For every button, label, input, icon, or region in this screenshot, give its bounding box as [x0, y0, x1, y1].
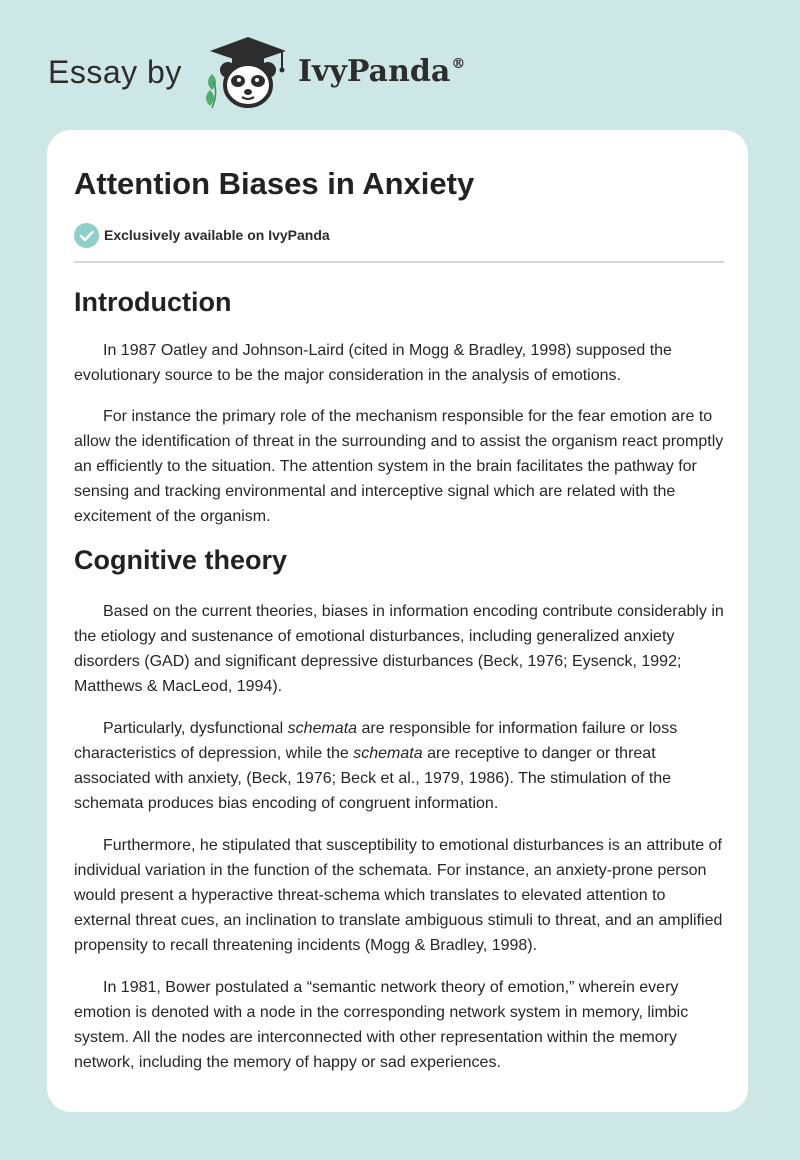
- check-circle-icon: [74, 223, 99, 248]
- essay-card: [47, 130, 748, 1112]
- brand-name-text: IvyPanda: [298, 54, 451, 89]
- text-run: are responsible for information failure or loss characteristics of depression, while the: [74, 720, 678, 762]
- text-run: Particularly, dysfunctional: [103, 720, 288, 737]
- brand-name: [298, 54, 465, 89]
- title-divider: [74, 261, 724, 263]
- section-heading-introduction: Introduction: [74, 287, 232, 317]
- section-heading-cognitive-theory: Cognitive theory: [74, 545, 288, 575]
- brand-prefix: Essay by: [48, 54, 182, 90]
- paragraph: Furthermore, he stipulated that susceptibility to emotional disturbances is an attribute of individual variation in the function of the schemata. For instance, an anxiety-prone person would present a hyperactive threat-schema which translates to elevated attention to external threat cues, an inclination to translate ambiguous stimuli to threat, and an amplified propensity to recall threatening incidents (Mogg & Bradley, 1998).: [74, 837, 723, 954]
- paragraph: In 1981, Bower postulated a “semantic network theory of emotion,” wherein every emotion is denoted with a node in the corresponding network system in memory, limbic system. All the nodes are interconnected with other representation within the memory network, including the memory of happy or sad experiences.: [74, 979, 689, 1071]
- text-run: are receptive to danger or threat associated with anxiety, (Beck, 1976; Beck et al., 1979, 1986). The stimulation of the schemata produces bias encoding of congruent information.: [74, 745, 672, 812]
- essay-body: [74, 280, 724, 1075]
- brand-header[interactable]: [48, 32, 508, 112]
- emphasis-schemata: schemata: [353, 745, 423, 762]
- ivypanda-logo-icon: [202, 34, 294, 112]
- exclusive-badge: [74, 222, 330, 248]
- paragraph-with-emphasis: [74, 716, 724, 816]
- exclusive-badge-text: Exclusively available on IvyPanda: [104, 227, 330, 243]
- paragraph: Based on the current theories, biases in information encoding contribute considerably in the etiology and sustenance of emotional disturbances, including generalized anxiety disorders (GAD) and significant depressive disturbances (Beck, 1976; Eysenck, 1992; Matthews & MacLeod, 1994).: [74, 603, 724, 695]
- essay-title: Attention Biases in Anxiety: [74, 166, 475, 201]
- registered-mark: ®: [451, 56, 466, 72]
- paragraph: For instance the primary role of the mechanism responsible for the fear emotion are to allow the identification of threat in the surrounding and to assist the organism react promptly an efficiently to the situation. The attention system in the brain facilitates the pathway for sensing and tracking environmental and interceptive signal which are related with the excitement of the organism.: [74, 408, 724, 525]
- paragraph: In 1987 Oatley and Johnson-Laird (cited in Mogg & Bradley, 1998) supposed the evolutionary source to be the major consideration in the analysis of emotions.: [74, 342, 672, 384]
- emphasis-schemata: schemata: [287, 720, 358, 737]
